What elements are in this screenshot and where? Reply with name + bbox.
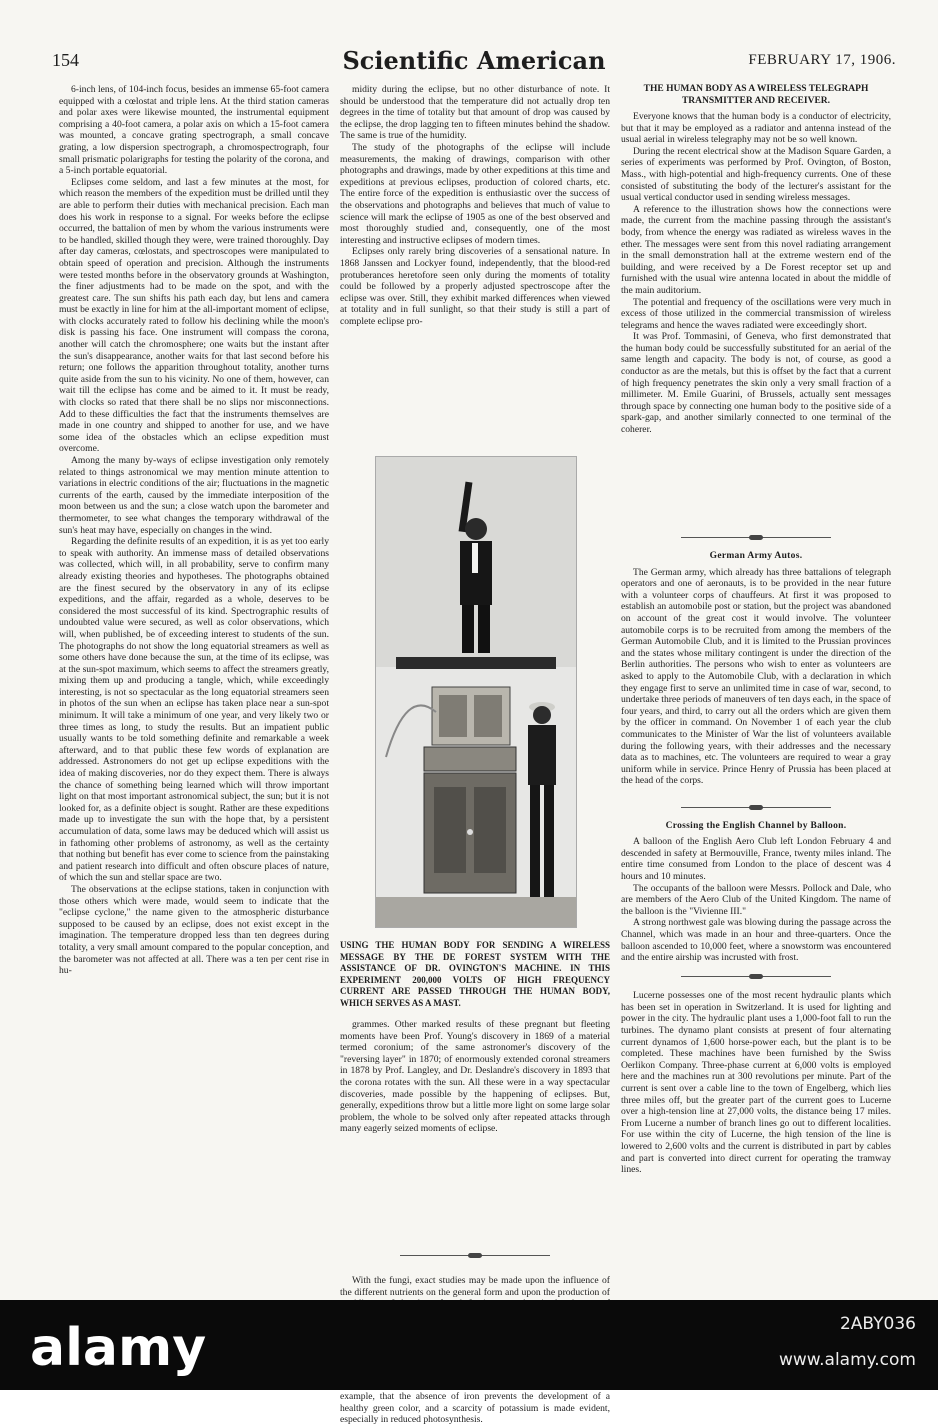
section-wireless [621, 111, 891, 525]
watermark-banner [0, 1300, 938, 1390]
section-balloon [621, 836, 891, 964]
column-3 [621, 84, 891, 1184]
paragraph: With the fungi, exact studies may be made upon the influence of the different nutrients on the general form and upon the production of example, that the absence of iron prevents the development of a healthy green color, and a scarcity of potassium is made evident, especially in reduced photosynthesis. [340, 1275, 610, 1426]
paragraph: The observations at the eclipse stations, taken in conjunction with those others which were made, would seem to indicate that the "eclipse cyclone," the name given to the atmospheric disturbance supposed to be caused by an eclipse, does not exist except in the imagination. The temperature dropped less than ten degrees during totality, a very small amount compared to the popular conception, and the barometer was not affected at all. There was a ten per cent rise in hu- [59, 883, 329, 977]
article-heading-army-autos: German Army Autos. [709, 551, 803, 561]
paragraph: The study of the photographs of the eclipse will include measurements, the making of drawings, comparison with other photographs and drawings, made by other expeditions at this time and expeditions at previous eclipses, production of colored charts, etc. The entire force of the expedition is enthusiastic over the success of the observations and photographs and believes that much of value to science will mark the eclipse of 1905 as one of the best observed and most thoroughly studied and, consequently, one of the most interesting and instructive eclipses of modern times. [340, 141, 610, 246]
section-divider [400, 1253, 550, 1259]
page-number: 154 [52, 50, 79, 70]
section-army-autos [621, 567, 891, 795]
section-divider [681, 805, 831, 811]
illustration-caption: USING THE HUMAN BODY FOR SENDING A WIRELESS MESSAGE BY THE DE FOREST SYSTEM WITH THE ASSISTANCE OF DR. OVINGTON'S MACHINE. IN THIS EXPERIMENT 200,000 VOLTS OF HIGH FREQUENCY CURRENT ARE PASSED THROUGH THE HUMAN BODY, WHICH SERVES AS A MAST. [340, 940, 610, 1008]
column-2 [340, 84, 610, 1426]
paragraph: Among the many by-ways of eclipse investigation only remotely related to things astronomical we may mention minute attention to variations in electric conditions of the air; fluctuations in the magnetic currents of the earth, caused by the immediate interposition of the moon between us and the sun; a close watch upon the barometer and thermometer, to see what changes the temporary withdrawal of the sun's heat may have, especially on changes in the wind. [59, 455, 329, 536]
section-lucerne [621, 990, 891, 1200]
article-heading-balloon: Crossing the English Channel by Balloon. [665, 820, 847, 831]
man-on-machine-illustration [376, 457, 576, 927]
paragraph: grammes. Other marked results of these pregnant but fleeting moments have been Prof. Young's discovery in 1869 of a material termed coronium; of the same astronomer's discovery of the "reversing layer" in 1870; of enormously extended coronal streamers in 1878 by Prof. Langley, and Dr. Deslandre's discovery in 1893 that the corona rotates with the sun. All these were in a way spectacular discoveries, made possible by the happening of eclipses. But, generally, expeditions throw but a little more light on some large solar problem, the whole to be solved only after repeated attacks through many eagerly seized moments of eclipse. [340, 1019, 610, 1135]
paragraph: Eclipses come seldom, and last a few minutes at the most, for which reason the members of the expedition must be drilled until they are able to perform their duties with mechanical precision. Each man does his work in response to a signal. For weeks before the eclipse occurred, the battalion of men by whom the various instruments were to be handled, skilled though they were, were trained thoroughly. Day after day cameras, cœlostats, and spectroscopes were manipulated to obtain speed of operation and precision. Although the instruments were tested months before in the observatory grounds at Washington, the finer adjustments had to be made on the spot, and with the greatest care. The sun shifts his path each day, but lens and camera must be exactly in line for him at the all-important moment of eclipse, with clocks accurately rated to follow his declining while the moon's disk is passing his face. One instrument will compass the corona, another will catch the chromosphere; one waits but the instant after the sun's disappearance, another waits for that last second before his return; one follows the apparition throughout totality, another turns quite aside from the sun to his vicinity. No one of them, however, can wait till the eclipse has come and be aimed to it. It must be ready, with clocks so rated that there shall be no slips nor misconnections. Add to these difficulties the fact that the instruments themselves are made in one country and shipped to another for use, and we have some idea of the obstacles which an eclipse expedition must overcome. [59, 176, 329, 455]
paragraph: Regarding the definite results of an expedition, it is as yet too early to speak with authority. An immense mass of detailed observations was collected, which will, in all probability, serve to confirm many already existing theories and hypotheses. The photographs obtained are the finest secured by the observatory in any of its eclipse expeditions, and the affair, regarded as a whole, deserves to be considered the most successful of its kind. Spectrographic results of undoubted value were secured, as well as color observations, which will, when published, be of exceeding interest to students of the sun. The photographs do not show the long equatorial streamers as well as some others have done because the sun, at the time of its eclipse, was at the sun-spot maximum, which seems to affect the streamers greatly, mixing them up and producing a tangle, which, while exceedingly interesting, is not so spectacular as the long equatorial streamers seen in photos of the sun when an eclipse has taken place near a sun-spot minimum. It will take a minimum of one year, and very likely two or three times as long, to study the results. But an impatient public usually wants to be told something definite and remarkable a week afterward, and to that public these few words of explanation are addressed. Astronomers do not get up eclipse expeditions with the idea of making discoveries, nor do they expect them. There is always the chance of something being learned which will throw important light on that most important astronomical subject, the sun; but it is not looked for, as a definite object is sought. Rather are these expeditions made up to investigate the sun with the hope that, by a persistent accumulation of data, some laws may be deduced which will assist us in fathoming other problems of astronomy, as well as the certainty that nothing but benefit has ever come to science from the painstaking and patient research into difficult and often obscure places of nature, of which the sun and stellar space are two. [59, 536, 329, 884]
paragraph: The potential and frequency of the oscillations were very much in excess of those utilized in the commercial transmission of wireless telegrams and hence the waves radiated were exceedingly short. [621, 296, 891, 331]
paragraph: Lucerne possesses one of the most recent hydraulic plants which has been set in operation in Switzerland. It is used for lighting and power in the city. The hydraulic plant uses a 1,000-foot fall to run the turbines. The dynamo plant consists at present of four alternating current dynamos of 1,600 horse-power each, but the plant is to be completed. These machines have been furnished by the Swiss Oerlikon Company. Three-phase current at 6,000 volts is employed here and the machines run at 300 revolutions per minute. Part of the current is sent over a cable line to the town of Engelberg, which lies three miles off, but the greater part of the current goes to Lucerne over a high-tension line at 27,000 volts, the distance being 17 miles. From Lucerne a number of branch lines go out to different localities. For use within the city of Lucerne, the high tension of the line is lowered to 2,600 volts and the current is distributed in part by cables and part is converted into direct current for operating the tramway lines. [621, 990, 891, 1176]
paragraph: The occupants of the balloon were Messrs. Pollock and Dale, who are members of the Aero Club of the United Kingdom. The name of the balloon is the "Vivienne III." [621, 882, 891, 917]
section-divider [681, 974, 831, 980]
column-2-middle [340, 1019, 610, 1243]
column-1 [59, 84, 329, 1174]
paragraph: Everyone knows that the human body is a conductor of electricity, but that it may be employed as a radiator and antenna instead of the usual aerial in wireless telegraphy may not be so well known. [621, 111, 891, 146]
paragraph: midity during the eclipse, but no other disturbance of note. It should be understood that the temperature did not actually drop ten degrees in the time of totality but that amount of drop was caused by the eclipse, the drop lagging ten to fifteen minutes behind the shadow. The same is true of the humidity. [340, 84, 610, 142]
paragraph: A strong northwest gale was blowing during the passage across the Channel, which was made in an hour and three-quarters. Once the balloon ascended to 10,000 feet, where a snowstorm was encountered and the entire airship was incrusted with frost. [621, 917, 891, 964]
section-divider [681, 535, 831, 541]
image-id: 2ABY036 [839, 1314, 916, 1334]
issue-date: FEBRUARY 17, 1906. [748, 52, 896, 68]
paragraph: 6-inch lens, of 104-inch focus, besides an immense 65-foot camera equipped with a cœlostat and triple lens. At the third station cameras and polar axes were likewise mounted, the instrumental equipment comprising a 40-foot camera, a polar axis on which a 15-foot camera was mounted, a concave grating spectrograph, a small concave grating, a low dispersion spectrograph, a chromospectrograph, four small prismatic polarigraphs for testing the polarity of the corona, and a 5-inch portable equatorial. [59, 84, 329, 177]
paragraph: A balloon of the English Aero Club left London February 4 and descended in safety at Bermouville, France, twenty miles inland. The entire time consumed from London to the place of descent was 4 hours and 10 minutes. [621, 836, 891, 882]
article-heading-wireless: THE HUMAN BODY AS A WIRELESS TELEGRAPH TRANSMITTER AND RECEIVER. [643, 84, 869, 106]
paragraph: Eclipses only rarely bring discoveries of a sensational nature. In 1868 Janssen and Lockyer found, independently, that the blood-red protuberances heretofore seen only during the moments of totality could be followed by a properly adjusted spectroscope after the eclipse was over. Still, they exhibit marked differences when viewed at totality and in full sunlight, so that their study is still a part of complete eclipse pro- [340, 246, 610, 327]
paragraph: The German army, which already has three battalions of telegraph operators and one of aeronauts, is to be provided in the near future with a volunteer corps of chauffeurs. At first it was proposed to establish an automobile post or station, but the project was abandoned on account of the great cost it would involve. The volunteer automobile corps is to be recruited from among the members of the German Automobile Club, and it is limited to the Prussian provinces and the states whose military contingent is under the direction of the Berlin authorities. The persons who wish to enter as volunteers are asked to apply to the Automobile Club, with a declaration in which they engage first to serve an unlimited time in case of war, second, to undertake three periods of maneuvers of ten days each, in the space of four years, and third, to carry out all the orders which are given them by the officer in command. On November 1 of each year the club communicates to the Minister of War the list of volunteers available during the following years, with their addresses and the necessary data as to machines, etc. The volunteers are required to wear a gray uniform while in service. Prince Henry of Prussia has been placed at the head of the corps. [621, 566, 891, 787]
publication-title: Scientific American [342, 46, 606, 75]
site-url: www.alamy.com [778, 1350, 916, 1370]
illustration-photo [375, 456, 577, 928]
paragraph: It was Prof. Tommasini, of Geneva, who first demonstrated that the human body could be successfully substituted for an aerial of the same length and capacity. The body is not, of course, as good a conductor as are the metals, but this is offset by the fact that a current of high frequency penetrates the skin only a very small fraction of a millimeter. M. Emile Guarini, of Brussels, actually sent messages through space by connecting one human body to the positive side of a spark-gap, and another similarly connected to one terminal of the coherer. [621, 331, 891, 436]
paragraph: During the recent electrical show at the Madison Square Garden, a series of experiments was performed by Prof. Ovington, of Boston, Mass., with high-potential and high-frequency currents. One of these consisted of substituting the body of the lecturer's assistant for the usual vertical conductor used in sending wireless messages. [621, 145, 891, 204]
column-2-lead [340, 84, 610, 448]
brand-logo: alamy [30, 1318, 207, 1378]
paragraph: A reference to the illustration shows how the connections were made, the current from the machine passing through the assistant's body, from whence the energy was radiated as wireless waves in the ether. The messages were sent from this novel radiating arrangement in the small demonstration hall at the extreme western end of the building, and were received by a De Forest receptor set up and furnished with the usual wire antenna located in about the middle of the main auditorium. [621, 203, 891, 296]
masthead [52, 46, 896, 76]
